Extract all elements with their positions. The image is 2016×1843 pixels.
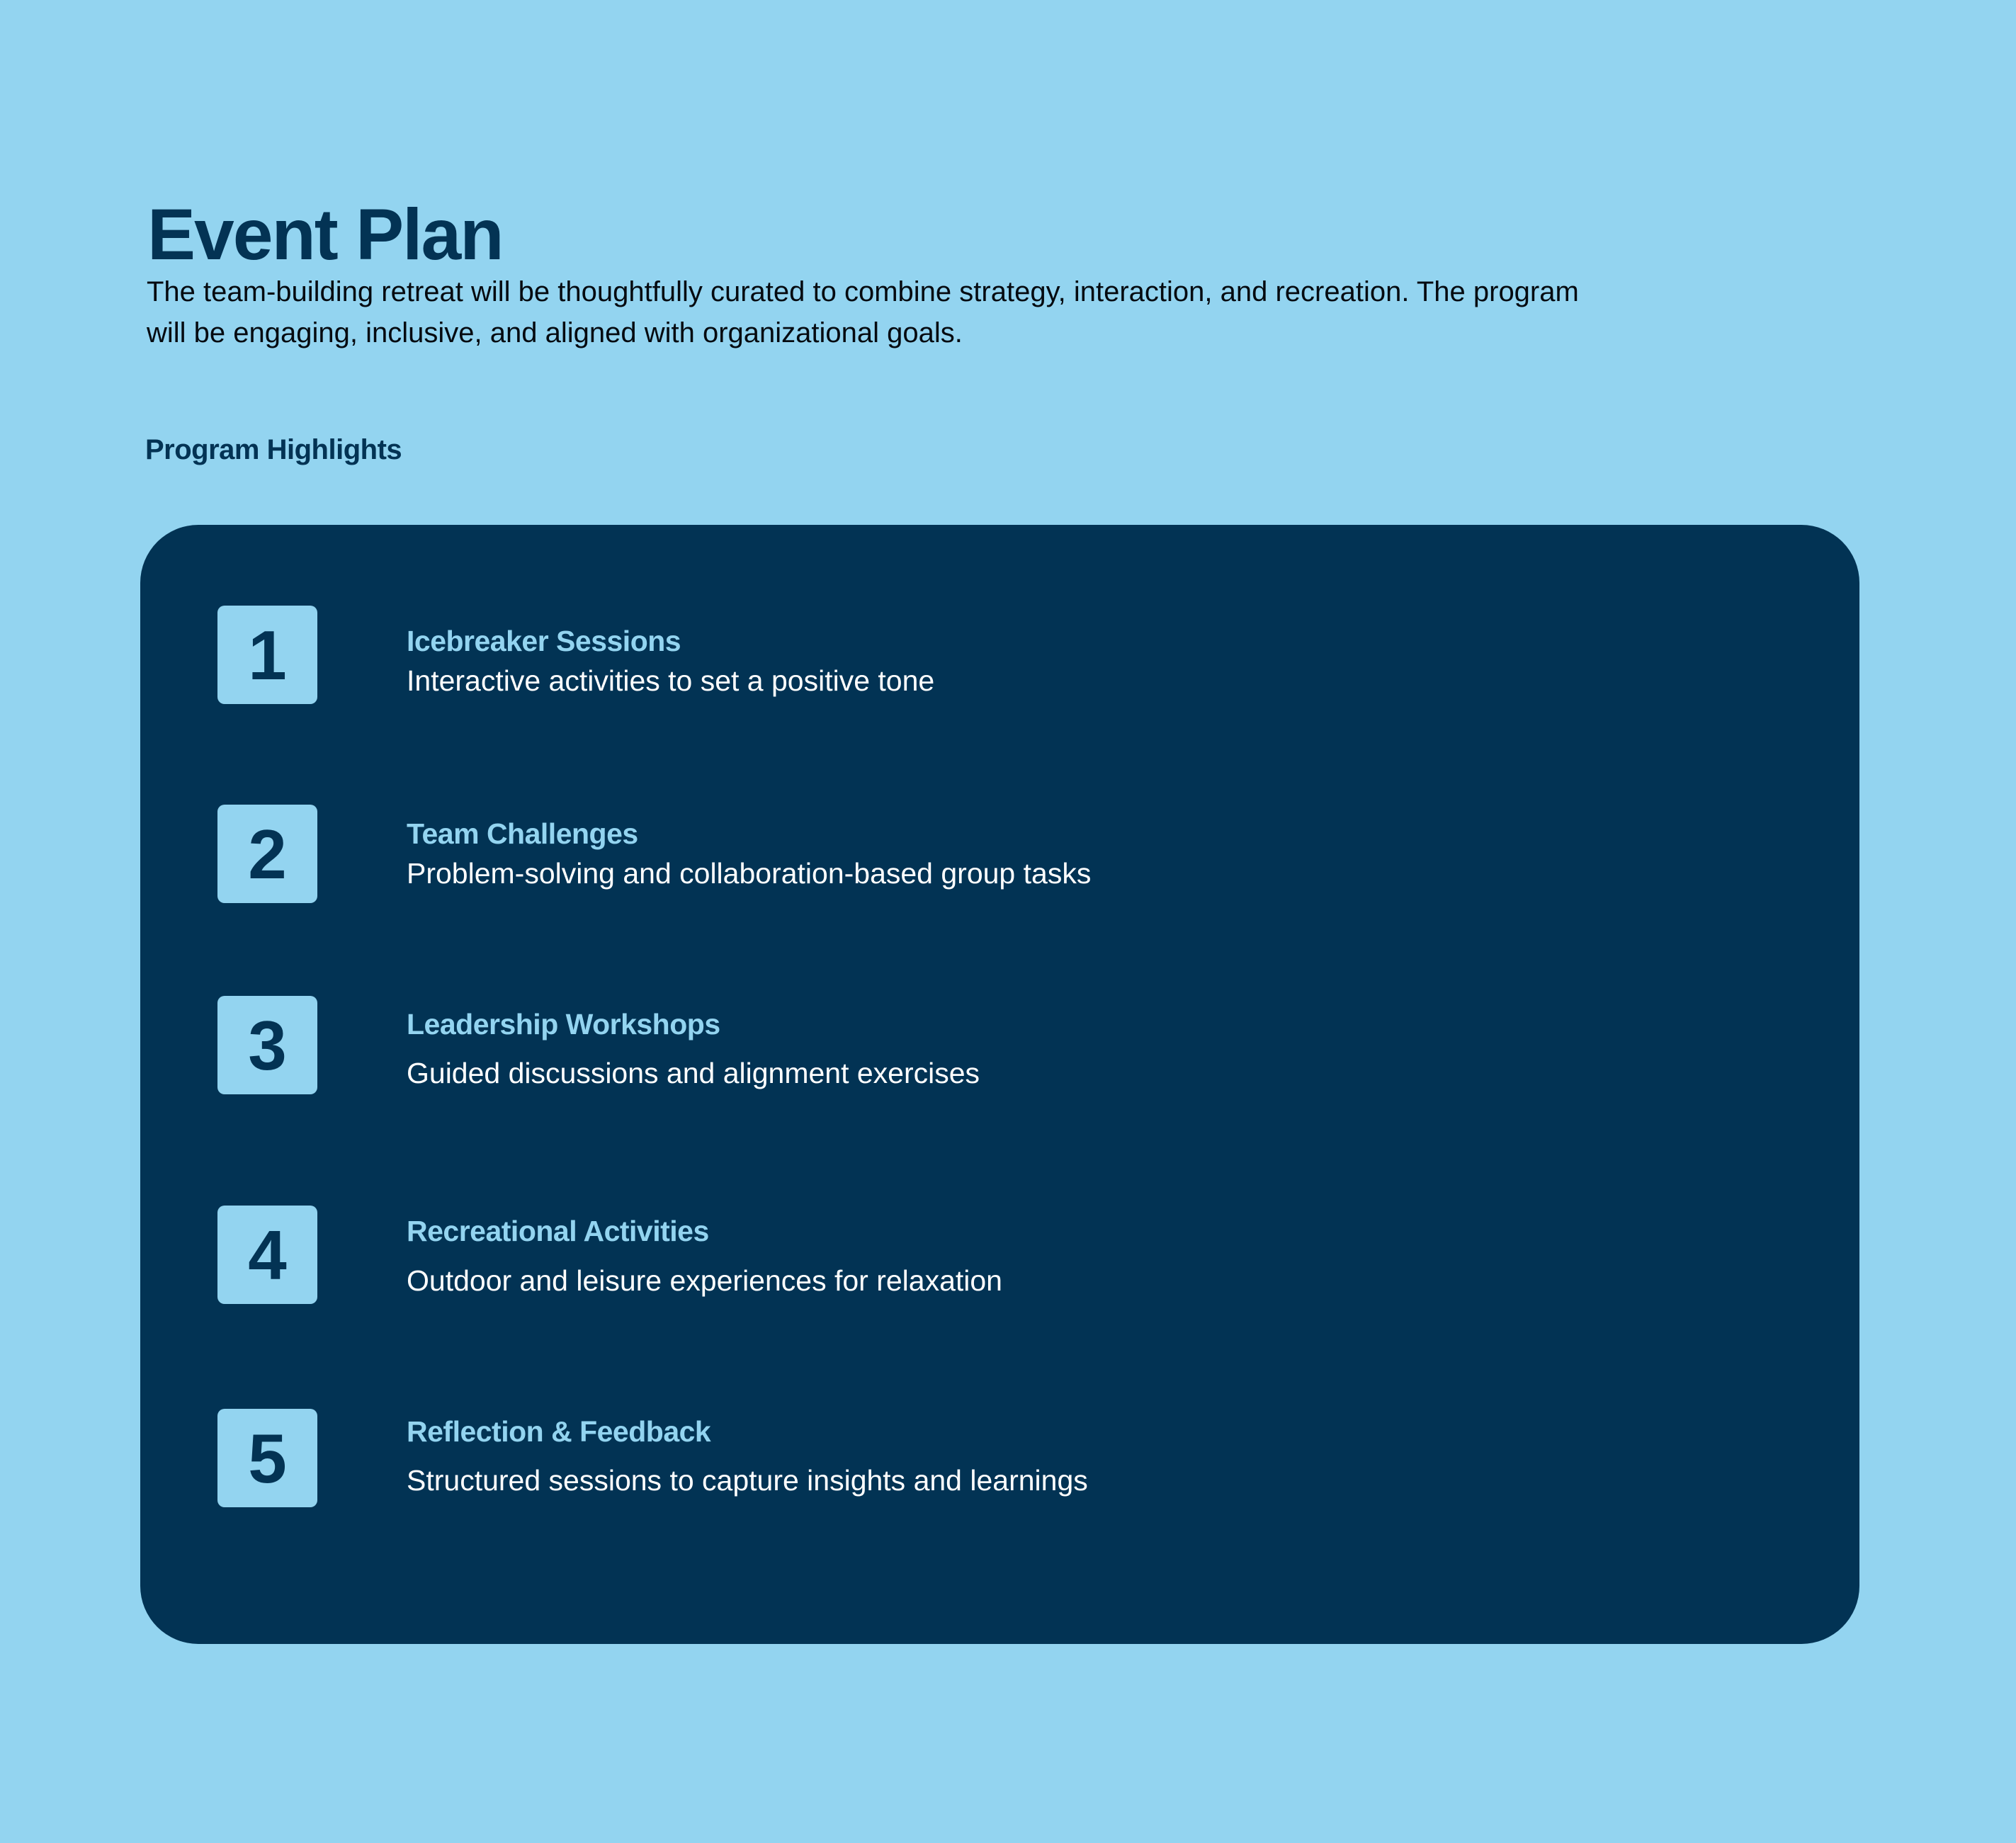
highlight-description: Interactive activities to set a positive tone: [407, 664, 935, 697]
highlight-number-badge: 4: [217, 1206, 317, 1304]
intro-paragraph-line-1: The team-building retreat will be thoughtfully curated to combine strategy, interaction, and recreation. The program: [147, 276, 1579, 307]
highlight-description: Outdoor and leisure experiences for relaxation: [407, 1264, 1002, 1297]
highlight-title: Team Challenges: [407, 817, 638, 850]
highlight-number-badge: 1: [217, 606, 317, 704]
highlight-title: Recreational Activities: [407, 1215, 709, 1247]
highlight-description: Problem-solving and collaboration-based group tasks: [407, 857, 1092, 890]
highlight-number-badge: 5: [217, 1409, 317, 1507]
highlight-description: Guided discussions and alignment exercises: [407, 1057, 980, 1089]
highlight-title: Icebreaker Sessions: [407, 625, 681, 657]
highlight-title: Reflection & Feedback: [407, 1415, 711, 1448]
section-heading-program-highlights: Program Highlights: [145, 434, 402, 466]
highlight-title: Leadership Workshops: [407, 1008, 720, 1040]
highlight-description: Structured sessions to capture insights and learnings: [407, 1464, 1088, 1497]
highlight-number-badge: 2: [217, 805, 317, 903]
intro-paragraph-line-2: will be engaging, inclusive, and aligned with organizational goals.: [147, 317, 963, 348]
highlight-number-badge: 3: [217, 996, 317, 1094]
page-title: Event Plan: [147, 194, 503, 276]
